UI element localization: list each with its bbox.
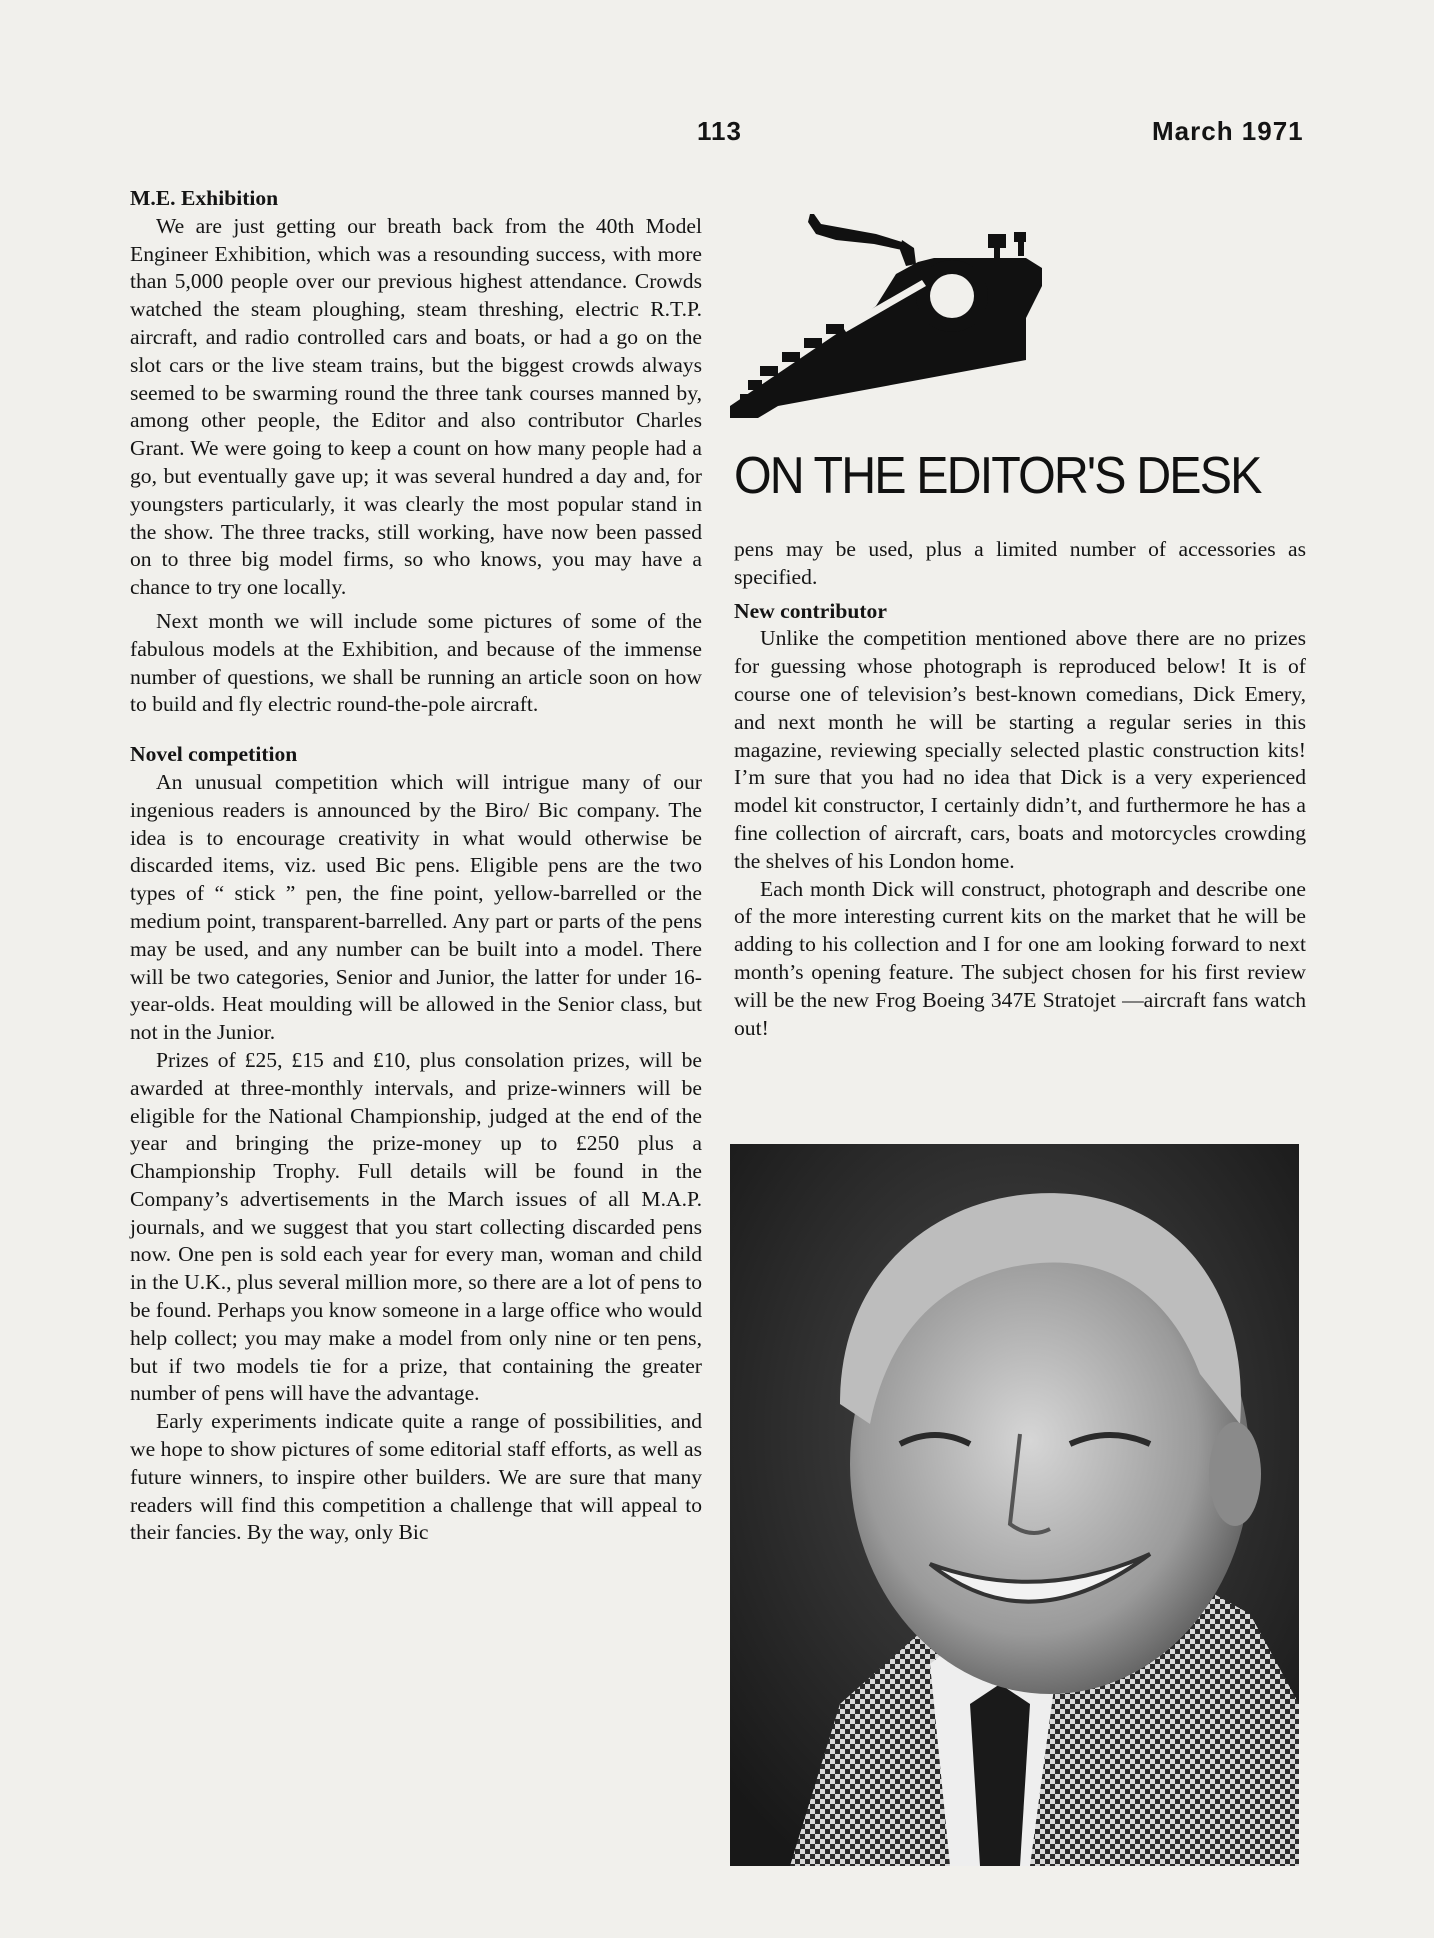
contributor-heading: New contributor xyxy=(734,598,887,623)
typewriter-icon xyxy=(726,210,1308,450)
portrait-image xyxy=(730,1144,1299,1866)
competition-heading: Novel competition xyxy=(130,742,298,767)
exhibition-paragraph: Next month we will include some pictures of some of the fabulous models at the Exhibition, and because of the immense number of questions, we shall be running an article soon on how to build and fly electric round-the-pole aircraft. xyxy=(130,608,702,717)
portrait-photo xyxy=(730,1144,1299,1866)
contributor-paragraph: Each month Dick will construct, photograph and describe one of the more interesting current kits on the market that he will be adding to his collection and I for one am looking forward to next month’s opening feature. The subject chosen for his first review will be the new Frog Boeing 347E Stratojet —aircraft fans watch out! xyxy=(734,876,1306,1040)
left-column xyxy=(130,185,702,1547)
right-column xyxy=(734,536,1306,1042)
competition-paragraph: An unusual competition which will intrigue many of our ingenious readers is announced by the Biro/ Bic company. The idea is to encourage creativity in what would otherwise be discarded items, viz. used Bic pens. Eligible pens are the two types of “ stick ” pen, the fine point, yellow-barrelled or the medium point, transparent-barrelled. Any part or parts of the pens may be used, and any number can be built into a model. There will be two categories, Senior and Junior, the latter for under 16-year-olds. Heat moulding will be allowed in the Senior class, but not in the Junior. xyxy=(130,769,702,1045)
editors-desk-title: ON THE EDITOR'S DESK xyxy=(734,447,1261,505)
contributor-paragraph: Unlike the competition mentioned above there are no prizes for guessing whose photograph is reproduced below! It is of course one of television’s best-known comedians, Dick Emery, and next month he will be starting a regular series in this magazine, reviewing specially selected plastic construction kits! I’m sure that you had no idea that Dick is a very experienced model kit constructor, I certainly didn’t, and furthermore he has a fine collection of aircraft, cars, boats and motorcycles crowding the shelves of his London home. xyxy=(734,626,1306,873)
competition-paragraph: Early experiments indicate quite a range of possibilities, and we hope to show pictures of some editorial staff efforts, as well as future winners, to inspire other builders. We are sure that many readers will find this competition a challenge that will appeal to their fancies. By the way, only Bic xyxy=(130,1409,702,1545)
page-number: 113 xyxy=(697,116,742,146)
competition-paragraph: pens may be used, plus a limited number of accessories as specified. xyxy=(734,537,1306,589)
exhibition-paragraph: We are just getting our breath back from the 40th Model Engineer Exhibition, which was a resounding success, with more than 5,000 people over our previous highest attendance. Crowds watched the steam ploughing, steam threshing, electric R.T.P. aircraft, and radio controlled cars and boats, or had a go on the slot cars or the live steam trains, but the biggest crowds always seemed to be swarming round the three tank courses manned by, among other people, the Editor and also contributor Charles Grant. We were going to keep a count on how many people had a go, but eventually gave up; it was several hundred a day and, for youngsters particularly, it was clearly the most popular stand in the show. The three tracks, still working, have now been passed on to three big model firms, so who knows, you may have a chance to try one locally. xyxy=(130,213,702,600)
competition-paragraph: Prizes of £25, £15 and £10, plus consolation prizes, will be awarded at three-monthly intervals, and prize-winners will be eligible for the National Championship, judged at the end of the year and bringing the prize-money up to £250 plus a Championship Trophy. Full details will be found in the Company’s advertisements in the March issues of all M.A.P. journals, and we suggest that you start collecting discarded pens now. One pen is sold each year for every man, woman and child in the U.K., plus several million more, so there are a lot of pens to be found. Perhaps you know someone in a large office who would help collect; you may make a model from only nine or ten pens, but if two models tie for a prize, that containing the greater number of pens will have the advantage. xyxy=(130,1047,702,1406)
issue-date: March 1971 xyxy=(1152,116,1304,146)
exhibition-heading: M.E. Exhibition xyxy=(130,186,279,210)
